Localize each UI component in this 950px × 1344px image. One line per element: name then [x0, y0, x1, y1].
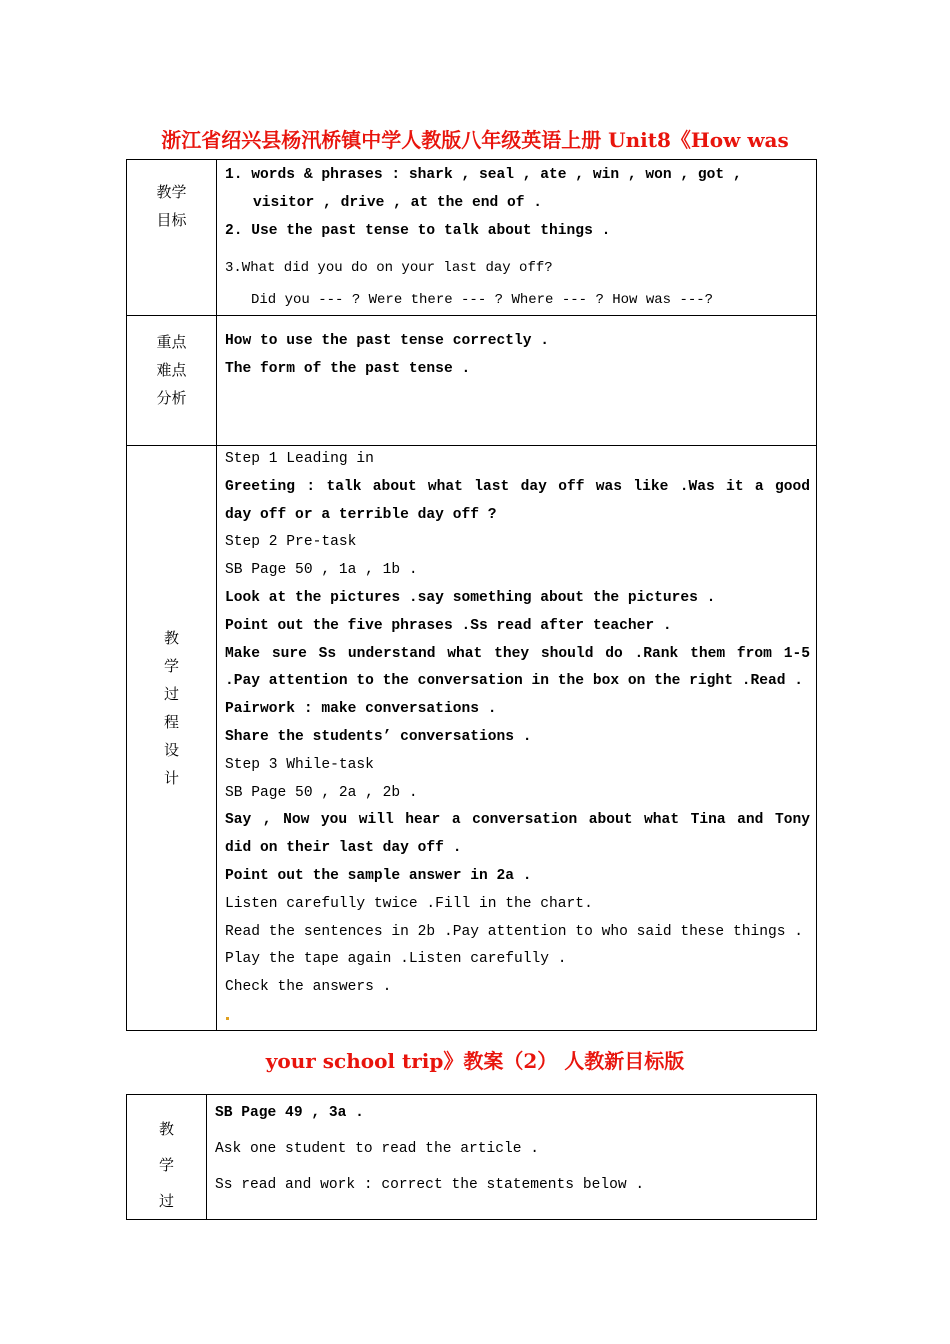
- process-label: [127, 445, 217, 1030]
- process-line: SB Page 50 , 1a , 1b .: [225, 562, 418, 579]
- process-line: Check the answers .: [225, 979, 392, 996]
- label-line: 教学: [156, 183, 187, 201]
- objective-line: 2. Use the past tense to talk about things .: [225, 222, 611, 239]
- label-line: 教: [158, 1120, 174, 1138]
- lesson-plan-table-continued: [126, 1094, 817, 1220]
- key-point-line: How to use the past tense correctly .: [225, 332, 550, 349]
- objectives-label: [127, 160, 217, 316]
- key-points-content: [217, 315, 817, 445]
- label-line: 设: [163, 740, 179, 759]
- objective-line: 3.What did you do on your last day off?: [225, 260, 553, 277]
- stray-mark: [225, 1002, 810, 1030]
- process-line: Point out the five phrases .Ss read after teacher .: [225, 617, 672, 634]
- document-title-line-1: 浙江省绍兴县杨汛桥镇中学人教版八年级英语上册 Unit8《How was: [161, 128, 789, 152]
- process-line: Make sure Ss understand what they should do .Rank them from 1-5 .Pay attention to the conversation in the box on the right .Read .: [225, 645, 810, 690]
- process-line: Point out the sample answer in 2a .: [225, 867, 532, 884]
- objective-line: 1. words & phrases : shark , seal , ate , win , won , got ,: [225, 167, 742, 183]
- process-continued-content: [207, 1095, 817, 1220]
- label-line: 重点: [156, 332, 187, 351]
- process-line: Ss read and work : correct the statements below .: [215, 1177, 645, 1193]
- process-line: Listen carefully twice .Fill in the chart.: [225, 895, 593, 912]
- process-line: Look at the pictures .say something about the pictures .: [225, 589, 716, 606]
- step-heading: Step 2 Pre-task: [225, 534, 357, 551]
- label-line: 过: [163, 684, 179, 703]
- objectives-row: [127, 160, 817, 316]
- process-line: SB Page 49 , 3a .: [215, 1105, 364, 1121]
- process-line: Play the tape again .Listen carefully .: [225, 951, 567, 968]
- process-line: Read the sentences in 2b .Pay attention to who said these things .: [225, 923, 804, 940]
- label-line: 分析: [156, 388, 187, 407]
- document-title-line-2: your school trip》教案（2） 人教新目标版: [265, 1049, 685, 1073]
- lesson-plan-table: [126, 159, 817, 1031]
- label-line: 教: [163, 628, 179, 647]
- objective-line: Did you --- ? Were there --- ? Where --- ? How was ---?: [251, 292, 714, 309]
- label-line: 目标: [156, 211, 187, 229]
- process-line: SB Page 50 , 2a , 2b .: [225, 784, 418, 801]
- process-continued-label: [127, 1095, 207, 1220]
- process-continued-row: [127, 1095, 817, 1220]
- label-line: 程: [163, 712, 179, 731]
- process-line: Pairwork : make conversations .: [225, 701, 497, 718]
- process-line: Share the students’ conversations .: [225, 728, 532, 745]
- step-heading: Step 1 Leading in: [225, 450, 374, 467]
- process-row: [127, 445, 817, 1030]
- objectives-content: [217, 160, 817, 316]
- process-line: Greeting : talk about what last day off was like .Was it a good day off or a terrible day off ?: [225, 478, 810, 523]
- key-points-label: [127, 315, 217, 445]
- label-line: 难点: [156, 360, 187, 379]
- objective-line: visitor , drive , at the end of .: [253, 194, 543, 211]
- step-heading: Step 3 While-task: [225, 756, 374, 773]
- label-line: 学: [158, 1156, 174, 1174]
- process-content: [217, 445, 817, 1030]
- key-points-row: [127, 315, 817, 445]
- key-point-line: The form of the past tense .: [225, 360, 471, 377]
- process-line: Ask one student to read the article .: [215, 1141, 540, 1157]
- label-line: 过: [158, 1192, 174, 1210]
- label-line: 计: [163, 768, 179, 787]
- label-line: 学: [163, 656, 179, 675]
- process-line: Say , Now you will hear a conversation about what Tina and Tony did on their last day off .: [225, 812, 810, 857]
